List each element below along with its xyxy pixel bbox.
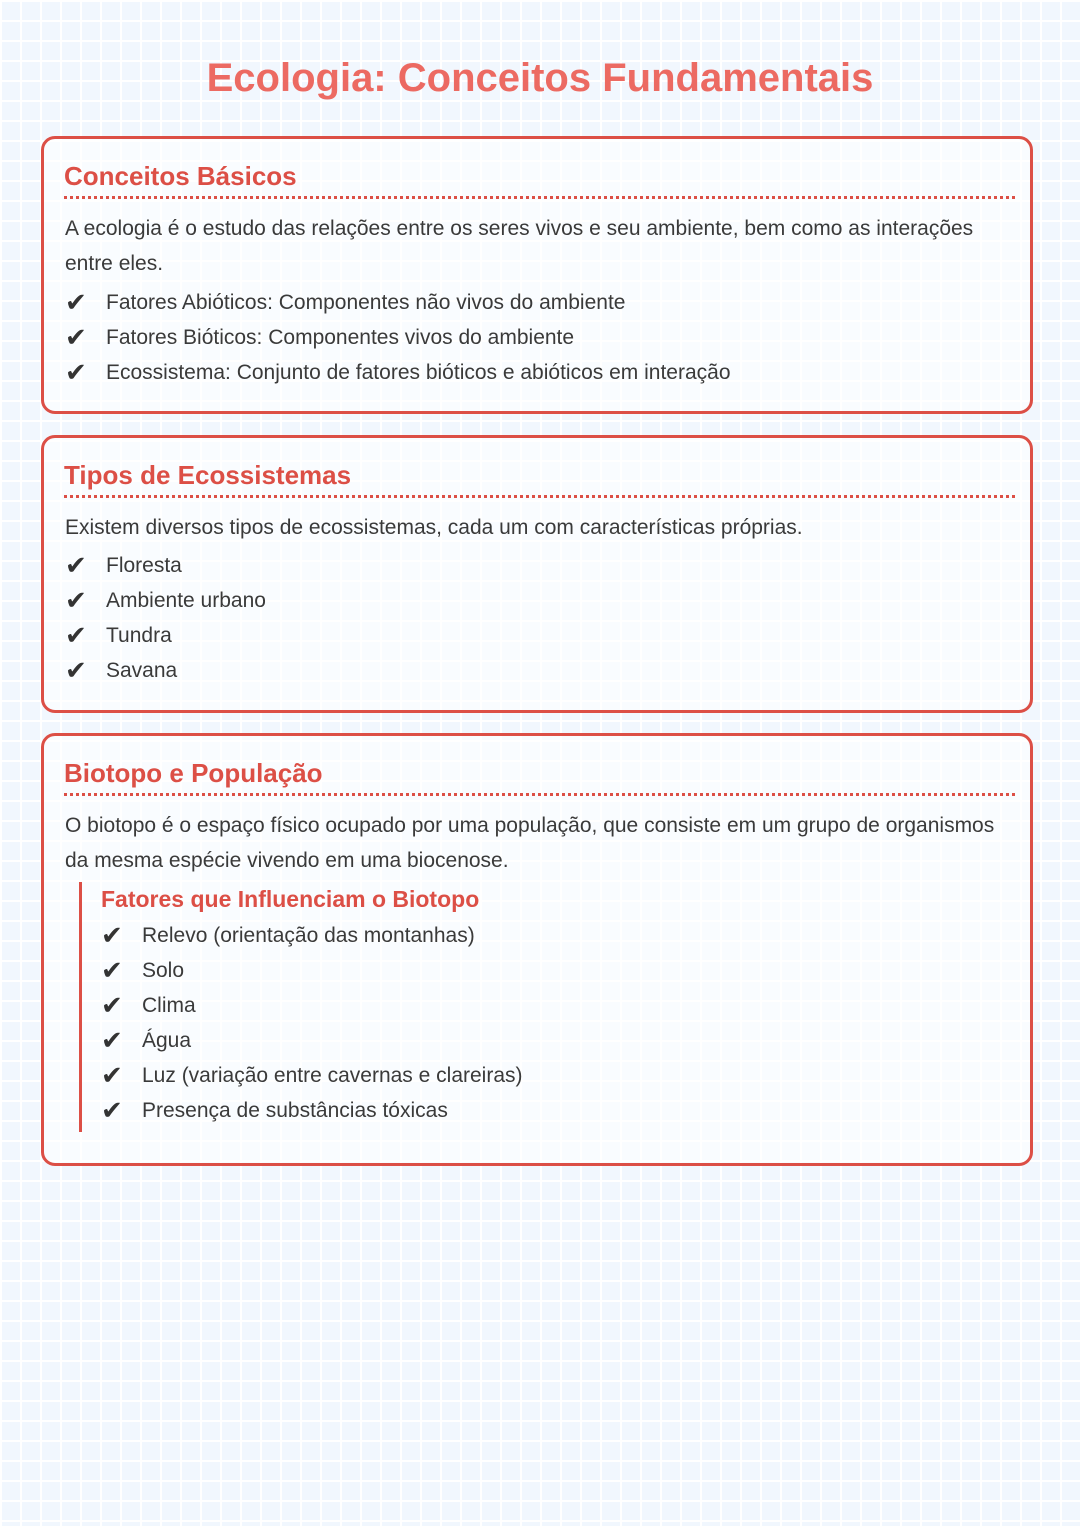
section-heading: Conceitos Básicos [64,159,1015,199]
checkmark-icon: ✔ [101,1060,123,1090]
checkmark-icon: ✔ [101,955,123,985]
list-item [101,988,523,1023]
section-heading: Biotopo e População [64,756,1015,796]
list-item-text: Clima [142,994,196,1017]
checkmark-icon: ✔ [101,920,123,950]
list-item [101,1058,523,1093]
list-item [101,1023,523,1058]
list-item-text: Fatores Bióticos: Componentes vivos do ambiente [106,326,575,349]
list-item [101,918,523,953]
list-item-text: Luz (variação entre cavernas e clareiras) [142,1064,523,1087]
list-item [65,548,266,583]
section-intro: A ecologia é o estudo das relações entre os seres vivos e seu ambiente, bem como as interações entre eles. [65,217,974,275]
checkmark-icon: ✔ [65,550,87,580]
list-item-text: Ecossistema: Conjunto de fatores bióticos e abióticos em interação [106,361,731,384]
checkmark-icon: ✔ [101,1025,123,1055]
list-item-text: Tundra [106,624,172,647]
checkmark-icon: ✔ [101,1095,123,1125]
checkmark-icon: ✔ [65,287,87,317]
section-intro: O biotopo é o espaço físico ocupado por uma população, que consiste em um grupo de organismos da mesma espécie vivendo em uma biocenose. [65,814,995,872]
checkmark-icon: ✔ [65,322,87,352]
section-conceitos-basicos [41,136,1033,414]
checklist [101,918,523,1128]
list-item-text: Água [142,1029,192,1052]
list-item-text: Relevo (orientação das montanhas) [142,924,475,947]
list-item [101,1093,523,1128]
list-item-text: Presença de substâncias tóxicas [142,1099,448,1122]
list-item [65,285,731,320]
section-heading: Tipos de Ecossistemas [64,458,1015,498]
checkmark-icon: ✔ [101,990,123,1020]
page-title: Ecologia: Conceitos Fundamentais [206,56,874,100]
checkmark-icon: ✔ [65,620,87,650]
list-item [65,355,731,390]
list-item-text: Fatores Abióticos: Componentes não vivos do ambiente [106,291,626,314]
checklist [65,285,731,390]
checklist [65,548,266,688]
section-tipos-de-ecossistemas [41,435,1033,713]
list-item [65,583,266,618]
list-item [101,953,523,988]
checkmark-icon: ✔ [65,655,87,685]
list-item-text: Solo [142,959,185,982]
list-item [65,653,266,688]
section-intro: Existem diversos tipos de ecossistemas, cada um com características próprias. [65,516,803,539]
list-item [65,618,266,653]
checkmark-icon: ✔ [65,585,87,615]
list-item-text: Savana [106,659,178,682]
list-item-text: Floresta [106,554,182,577]
section-biotopo-e-populacao [41,733,1033,1166]
subsection-fatores-biotopo [79,882,982,1132]
checkmark-icon: ✔ [65,357,87,387]
list-item [65,320,731,355]
list-item-text: Ambiente urbano [106,589,266,612]
subsection-heading: Fatores que Influenciam o Biotopo [101,886,480,912]
